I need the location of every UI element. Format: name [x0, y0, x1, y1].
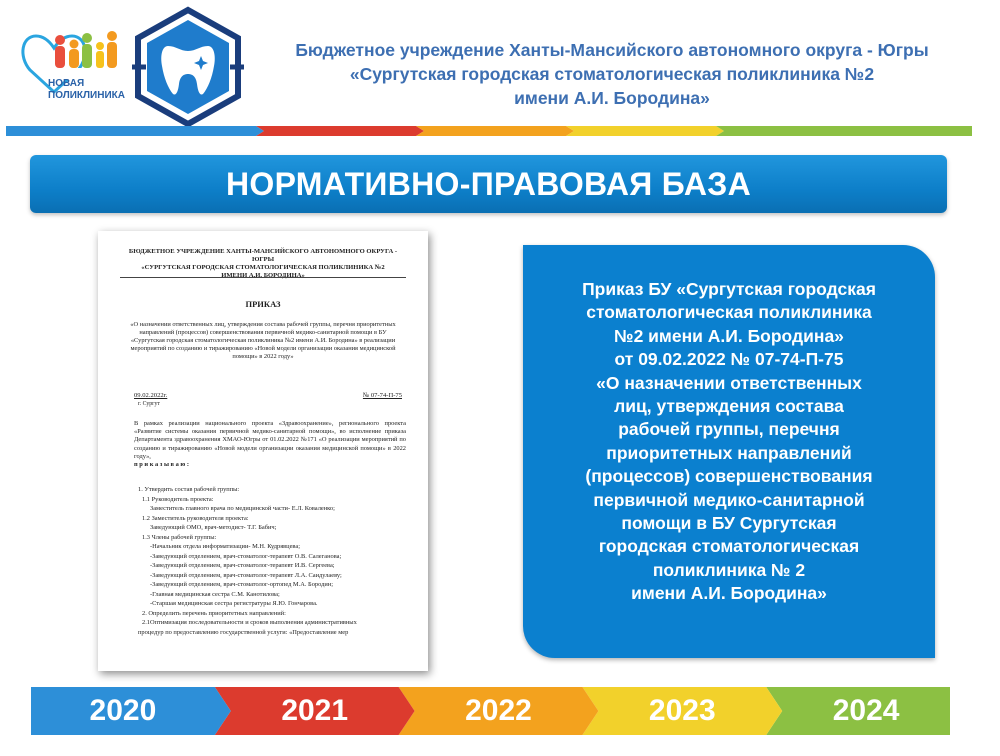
info-line: лиц, утверждения состава — [614, 396, 844, 417]
doc-body — [134, 420, 406, 469]
doc-list-item: -Заведующий отделением, врач-стоматолог-ортопед М.А. Бородин; — [150, 581, 333, 588]
doc-list-item: -Заведующий отделением, врач-стоматолог-терапевт О.В. Салеганова; — [150, 552, 342, 560]
info-line: стоматологическая поликлиника — [586, 302, 872, 323]
doc-list-item: 1.1 Руководитель проекта: — [142, 495, 214, 503]
doc-subject: «О назначении ответственных лиц, утверждения состава рабочей группы, перечня приоритетных направлений (процессов) совершенствования первичной медико-санитарной помощи в БУ «Сургутская городская стоматологическая поликлиника №2 имени А.И. Бородина» в реализации мероприятий по созданию и тиражированию «Новой модели организации оказания медицинской помощи» в 2022 году» — [130, 321, 396, 360]
year-label: 2022 — [465, 694, 532, 727]
doc-org-header — [118, 248, 408, 280]
doc-list-item: 2.1Оптимизация последовательности и сроков выполнения административных — [142, 619, 357, 626]
info-line: Приказ БУ «Сургутская городская — [582, 279, 876, 299]
info-line: «О назначении ответственных — [596, 372, 862, 393]
year-2021 — [231, 687, 399, 735]
doc-org-line2: «СУРГУТСКАЯ ГОРОДСКАЯ СТОМАТОЛОГИЧЕСКАЯ ПОЛИКЛИНИКА №2 — [141, 264, 385, 271]
year-label: 2021 — [281, 694, 349, 727]
novaya-poliklinika-logo — [14, 22, 126, 114]
years-timeline — [31, 687, 950, 735]
doc-number: № 07-74-П-75 — [362, 392, 402, 399]
info-line: помощи в БУ Сургутская — [621, 513, 837, 534]
doc-list-item: Заведующий ОМО, врач-методист- Т.Г. Бабич; — [150, 524, 277, 531]
doc-title: ПРИКАЗ — [245, 299, 281, 309]
doc-divider — [120, 277, 406, 278]
org-line3: имени А.И. Бородина» — [514, 88, 710, 108]
info-line: (процессов) совершенствования — [585, 466, 873, 487]
year-label: 2024 — [832, 694, 900, 727]
organization-header — [252, 38, 972, 110]
info-line: городская стоматологическая — [598, 536, 860, 557]
org-line1: Бюджетное учреждение Ханты-Мансийского автономного округа - Югры — [295, 40, 929, 60]
doc-date: 09.02.2022г. — [134, 392, 168, 399]
order-document — [98, 231, 428, 671]
info-line: поликлиника № 2 — [652, 559, 806, 580]
doc-org-line1: БЮДЖЕТНОЕ УЧРЕЖДЕНИЕ ХАНТЫ-МАНСИЙСКОГО АВТОНОМНОГО ОКРУГА - ЮГРЫ — [128, 248, 398, 263]
doc-city: г. Сургут — [138, 401, 160, 407]
title-banner — [30, 155, 947, 213]
doc-list-item: процедур по предоставлению государственной услуги: «Предоставление мер — [138, 628, 349, 636]
doc-list-item: Заместитель главного врача по медицинской части- Е.Л. Коваленко; — [150, 505, 335, 512]
logo-text-line2: ПОЛИКЛИНИКА — [48, 90, 125, 101]
info-line: №2 имени А.И. Бородина» — [614, 325, 844, 346]
logo-text-line1: НОВАЯ — [48, 78, 85, 89]
page-title: НОРМАТИВНО-ПРАВОВАЯ БАЗА — [225, 165, 751, 202]
info-line: первичной медико-санитарной — [593, 489, 865, 510]
doc-list-item: -Главная медицинская сестра С.М. Канотилова; — [150, 590, 280, 598]
doc-list-item: 1.2 Заместитель руководителя проекта: — [142, 514, 249, 522]
doc-list — [138, 485, 410, 637]
info-line: от 09.02.2022 № 07-74-П-75 — [614, 349, 844, 370]
year-label: 2020 — [89, 694, 157, 727]
tooth-emblem-icon — [128, 4, 248, 130]
doc-list-item: 2. Определить перечень приоритетных направлений: — [142, 609, 286, 617]
year-2023 — [598, 687, 766, 735]
year-2024 — [782, 687, 950, 735]
doc-list-item: 1.3 Члены рабочей группы: — [142, 533, 217, 541]
doc-body-text: В рамках реализации национального проекта «Здравоохранение», регионального проекта «Развитие системы оказания первичной медико-санитарной помощи», во исполнение приказа Департамента здравоохранения ХМАО-Югры от 01.02.2022 №171 «О реализации мероприятий по созданию и тиражированию «Новой модели организации оказания медицинской помощи» в 2022 году», — [134, 420, 406, 460]
year-2022 — [415, 687, 583, 735]
year-label: 2023 — [648, 694, 716, 727]
doc-org-line3: ИМЕНИ А.И. БОРОДИНА» — [221, 272, 305, 279]
doc-list-item: -Начальник отдела информатизации- М.Н. Кудрявцева; — [150, 543, 300, 550]
year-2020 — [31, 687, 215, 735]
org-line2: «Сургутская городская стоматологическая поликлиника №2 — [349, 64, 875, 84]
info-line: имени А.И. Бородина» — [631, 583, 827, 604]
doc-list-item: -Заведующий отделением, врач-стоматолог-терапевт Л.А. Саидулаеву; — [150, 571, 342, 579]
doc-list-item: -Заведующий отделением, врач-стоматолог-терапевт И.В. Сергеева; — [150, 562, 335, 569]
doc-list-item: -Старшая медицинская сестра регистратуры Я.Ю. Гончарова. — [150, 600, 318, 607]
info-line: приоритетных направлений — [606, 442, 852, 463]
doc-list-item: 1. Утвердить состав рабочей группы: — [138, 486, 240, 493]
order-info-text — [533, 278, 925, 606]
info-line: рабочей группы, перечня — [618, 419, 840, 440]
color-stripe — [6, 126, 972, 136]
order-info-box — [523, 245, 935, 658]
doc-prikazyvayu: п р и к а з ы в а ю : — [134, 461, 189, 469]
